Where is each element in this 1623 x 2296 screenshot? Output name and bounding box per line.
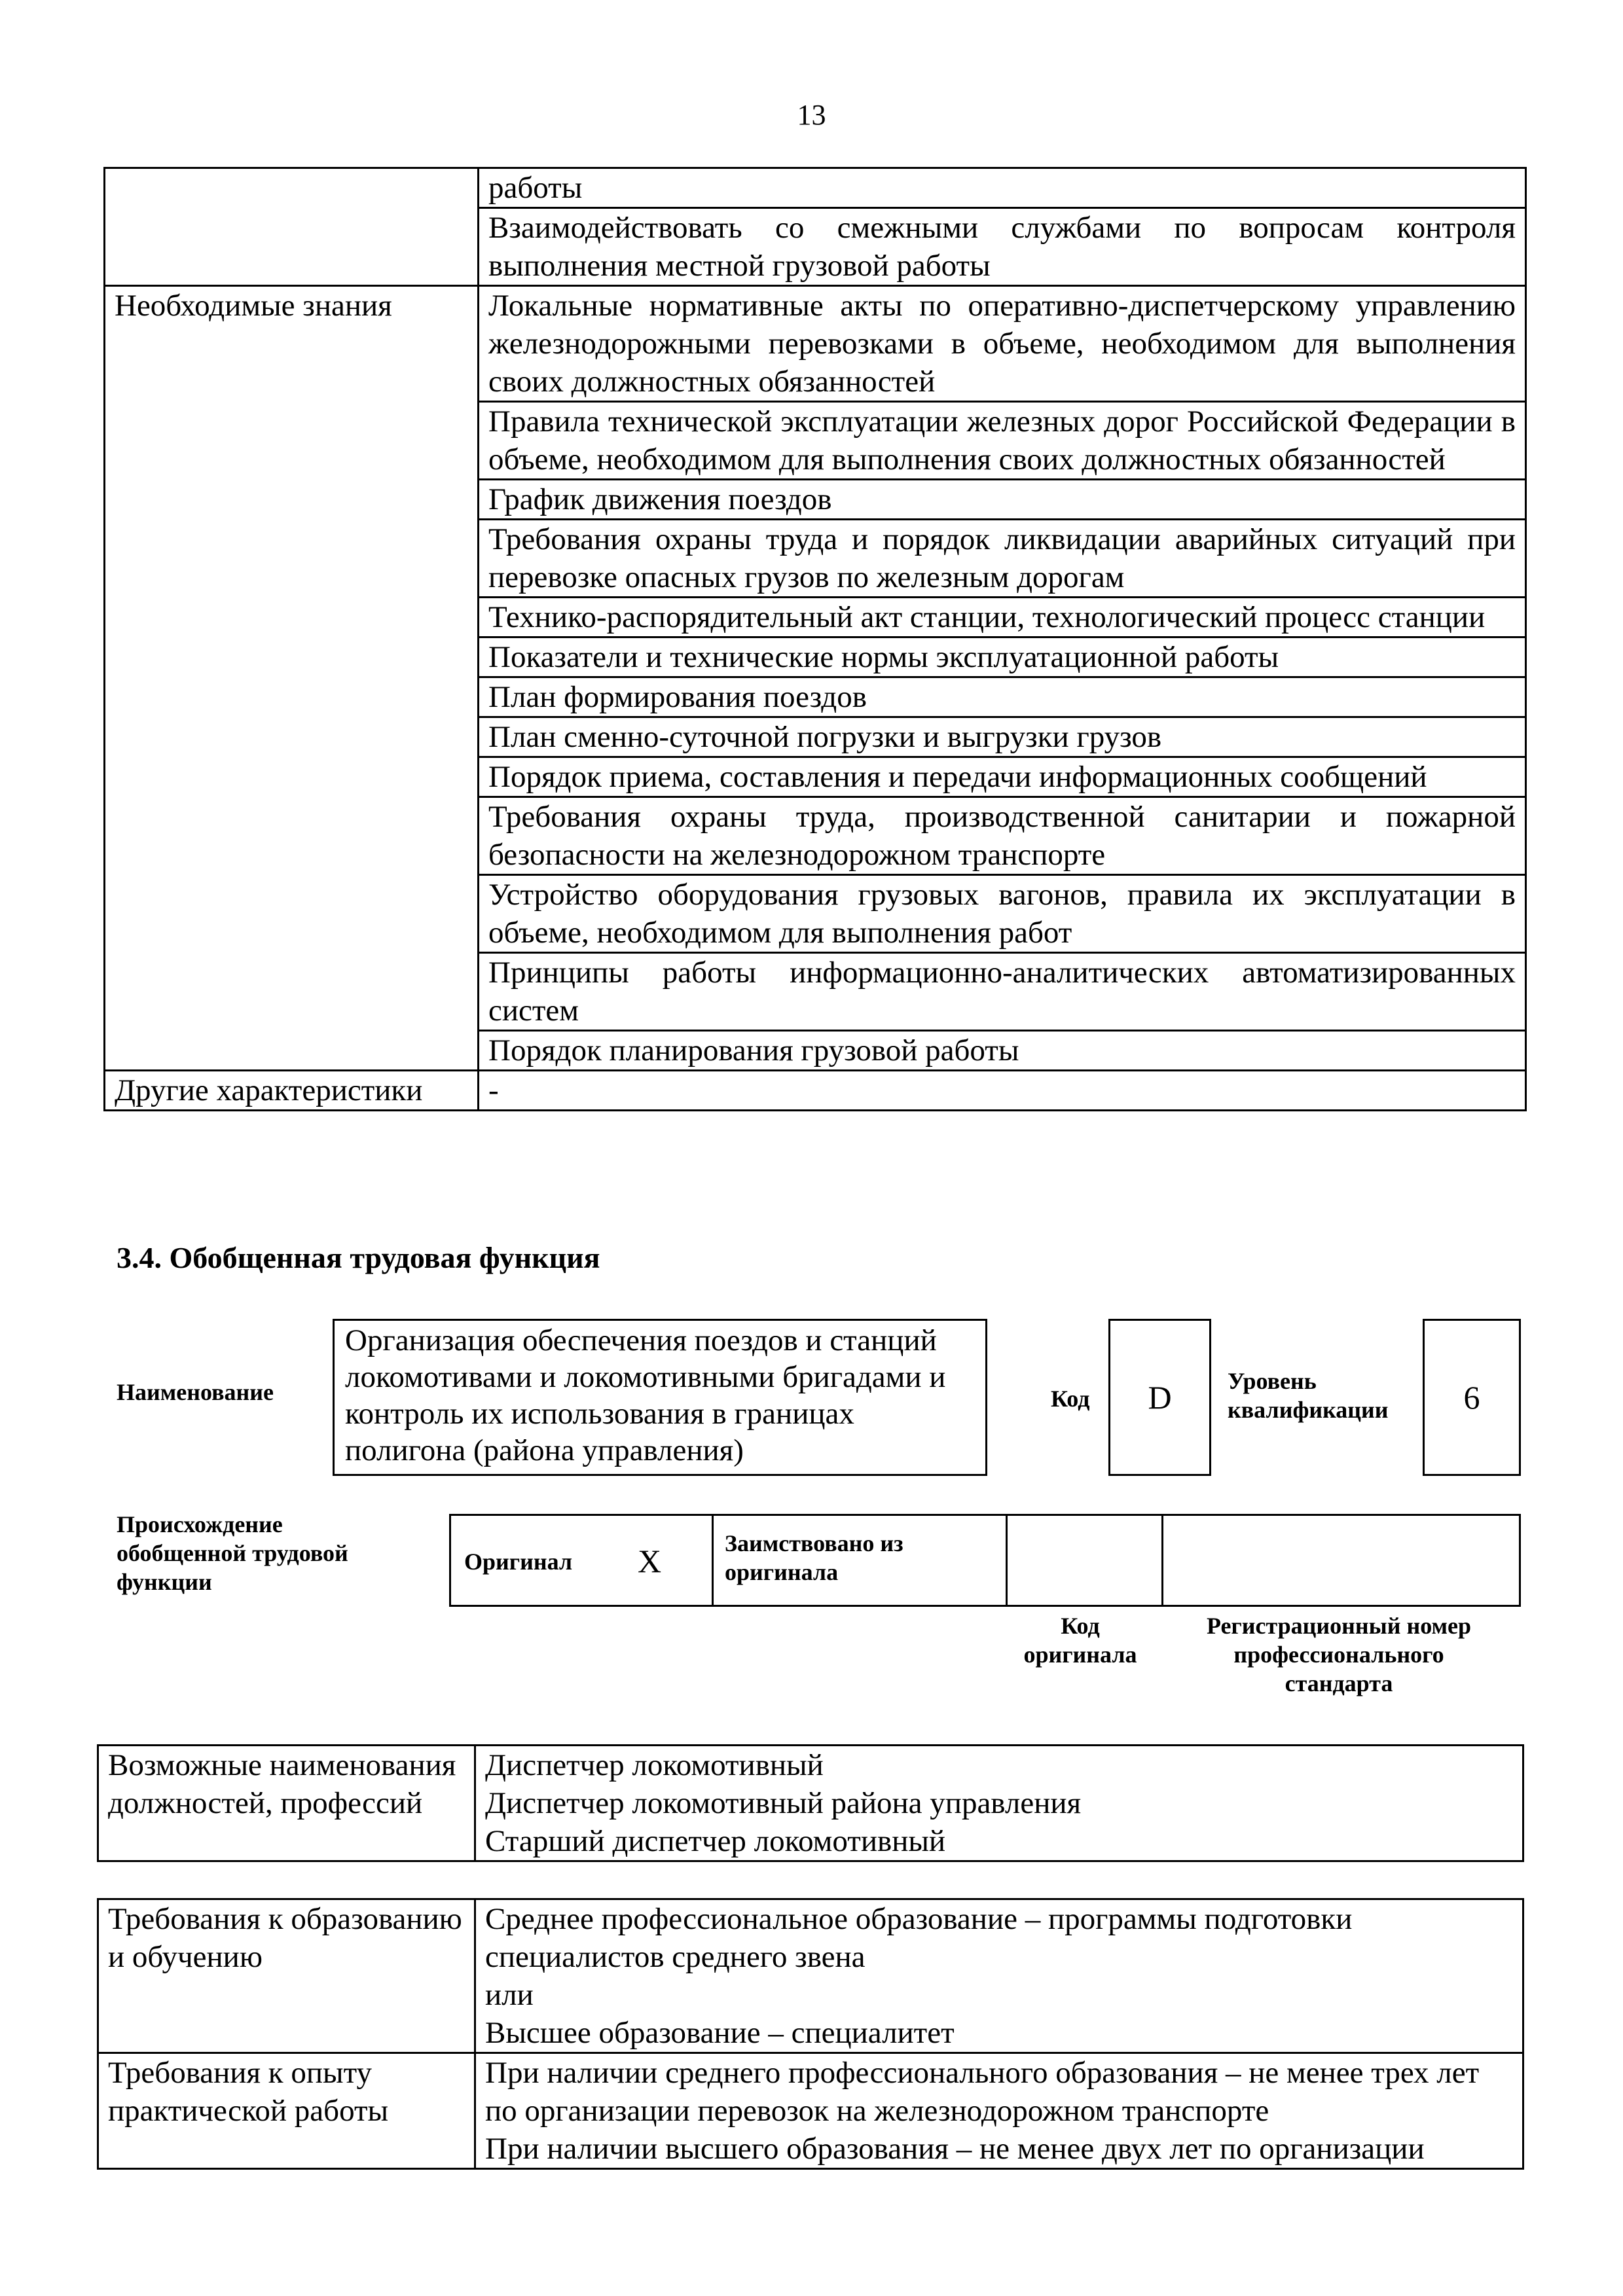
name-label: Наименование bbox=[117, 1379, 274, 1405]
table-row bbox=[105, 286, 1526, 402]
knowledge-table bbox=[103, 167, 1527, 1111]
knowledge-item: План сменно-суточной погрузки и выгрузки грузов bbox=[479, 717, 1526, 757]
other-label: Другие характеристики bbox=[105, 1071, 479, 1111]
knowledge-item: Требования охраны труда и порядок ликвидации аварийных ситуаций при перевозке опасных грузов по железным дорогам bbox=[479, 520, 1526, 598]
list-item: Диспетчер локомотивный bbox=[485, 1748, 824, 1782]
divider bbox=[1006, 1516, 1008, 1605]
list-item: Высшее образование – специалитет bbox=[485, 2016, 955, 2050]
skill-item: Взаимодействовать со смежными службами по вопросам контроля выполнения местной грузовой работы bbox=[479, 208, 1526, 286]
list-item: Старший диспетчер локомотивный bbox=[485, 1824, 946, 1858]
knowledge-item: Порядок приема, составления и передачи информационных сообщений bbox=[479, 757, 1526, 797]
requirements-table bbox=[97, 1898, 1524, 2170]
section-title: 3.4. Обобщенная трудовая функция bbox=[117, 1241, 600, 1274]
positions-label: Возможные наименования должностей, профессий bbox=[98, 1746, 475, 1861]
code-value: D bbox=[1148, 1379, 1172, 1416]
table-row bbox=[105, 168, 1526, 208]
page-number: 13 bbox=[797, 99, 826, 131]
list-item: Диспетчер локомотивный района управления bbox=[485, 1786, 1082, 1820]
knowledge-item: Требования охраны труда, производственной санитарии и пожарной безопасности на железнодорожном транспорте bbox=[479, 797, 1526, 875]
divider bbox=[1161, 1516, 1163, 1605]
table-row bbox=[98, 2053, 1523, 2169]
positions-table bbox=[97, 1744, 1524, 1862]
knowledge-item: График движения поездов bbox=[479, 480, 1526, 520]
list-item: При наличии среднего профессионального образования – не менее трех лет по организации перевозок на железнодорожном транспорте bbox=[485, 2056, 1480, 2128]
skill-item: работы bbox=[479, 168, 1526, 208]
list-item: Среднее профессиональное образование – программы подготовки специалистов среднего звена bbox=[485, 1902, 1353, 1974]
reg-number-caption: Регистрационный номер профессионального стандарта bbox=[1206, 1613, 1472, 1696]
level-value: 6 bbox=[1463, 1379, 1480, 1416]
knowledge-item: Показатели и технические нормы эксплуатационной работы bbox=[479, 637, 1526, 677]
other-value: - bbox=[479, 1071, 1526, 1111]
experience-values bbox=[475, 2053, 1523, 2169]
knowledge-item: Технико-распорядительный акт станции, технологический процесс станции bbox=[479, 598, 1526, 637]
education-values bbox=[475, 1899, 1523, 2053]
experience-label: Требования к опыту практической работы bbox=[98, 2053, 475, 2169]
row-label-cell bbox=[105, 168, 479, 286]
origin-box bbox=[449, 1514, 1521, 1607]
knowledge-item: Устройство оборудования грузовых вагонов, правила их эксплуатации в объеме, необходимом для выполнения работ bbox=[479, 875, 1526, 953]
knowledge-item: Порядок планирования грузовой работы bbox=[479, 1031, 1526, 1071]
divider bbox=[712, 1516, 714, 1605]
list-item: или bbox=[485, 1978, 534, 2012]
education-label: Требования к образованию и обучению bbox=[98, 1899, 475, 2053]
knowledge-item: Локальные нормативные акты по оперативно-диспетчерскому управлению железнодорожными перевозками в объеме, необходимом для выполнения своих должностных обязанностей bbox=[479, 286, 1526, 402]
borrowed-label: Заимствовано из оригинала bbox=[725, 1530, 903, 1585]
function-name-box bbox=[333, 1319, 987, 1476]
table-row bbox=[105, 1071, 1526, 1111]
code-box bbox=[1108, 1319, 1211, 1476]
knowledge-item: Принципы работы информационно-аналитических автоматизированных систем bbox=[479, 953, 1526, 1031]
knowledge-label: Необходимые знания bbox=[105, 286, 479, 1071]
list-item: При наличии высшего образования – не менее двух лет по организации bbox=[485, 2132, 1425, 2166]
knowledge-item: Правила технической эксплуатации железных дорог Российской Федерации в объеме, необходимом для выполнения своих должностных обязанностей bbox=[479, 402, 1526, 480]
level-label: Уровень квалификации bbox=[1228, 1368, 1389, 1423]
original-label: Оригинал bbox=[464, 1549, 573, 1575]
code-label: Код bbox=[1051, 1386, 1090, 1412]
origin-label: Происхождение обобщенной трудовой функции bbox=[117, 1511, 348, 1595]
knowledge-item: План формирования поездов bbox=[479, 677, 1526, 717]
table-row bbox=[98, 1746, 1523, 1861]
table-row bbox=[98, 1899, 1523, 2053]
positions-values bbox=[475, 1746, 1523, 1861]
code-origin-caption: Код оригинала bbox=[1023, 1613, 1137, 1668]
function-name: Организация обеспечения поездов и станций локомотивами и локомотивными бригадами и контроль их использования в границах полигона (района управления) bbox=[345, 1323, 946, 1467]
original-mark: X bbox=[638, 1543, 662, 1579]
level-box bbox=[1423, 1319, 1521, 1476]
